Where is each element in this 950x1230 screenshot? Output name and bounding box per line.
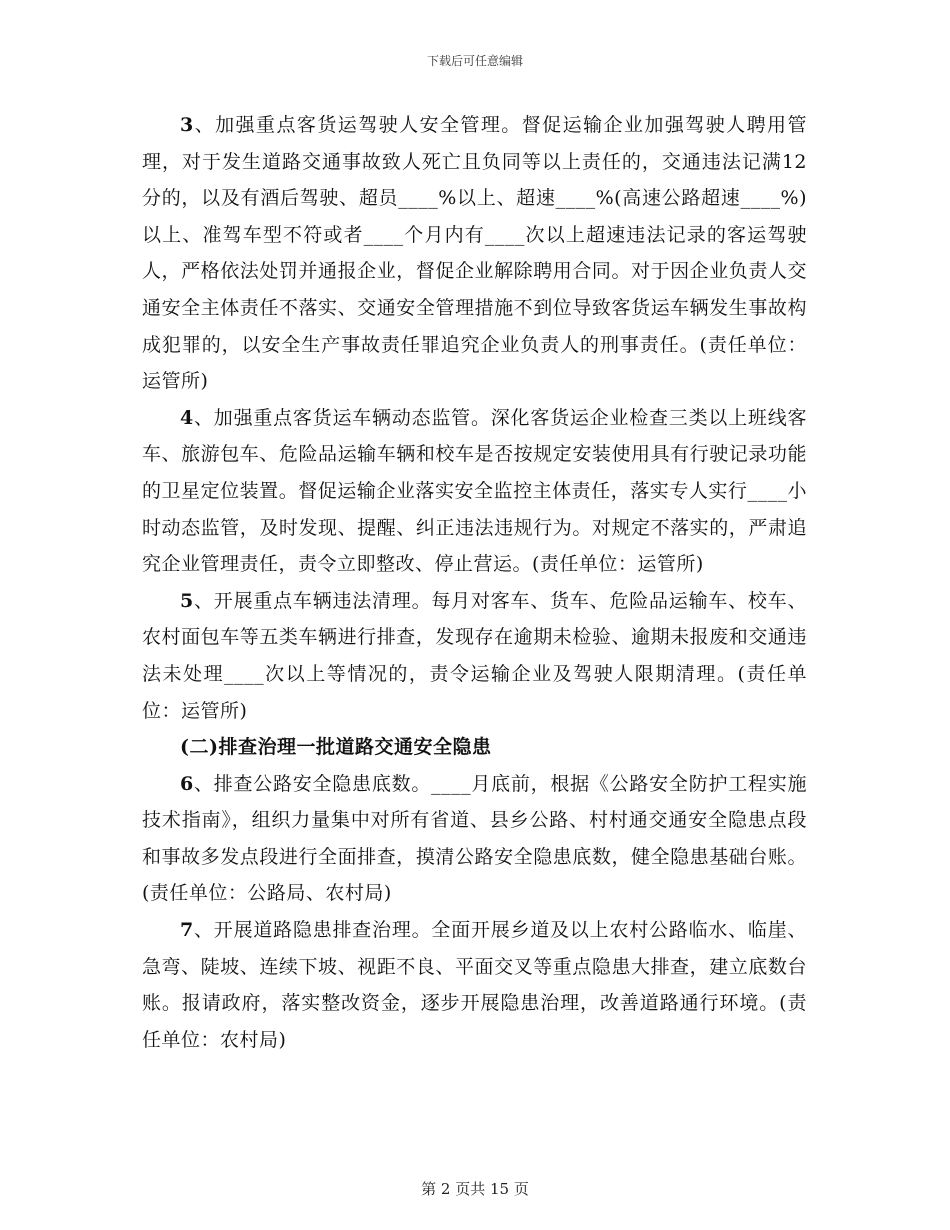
item-number: 7 — [180, 919, 194, 942]
paragraph-text: 、加强重点客货运车辆动态监管。深化客货运企业检查三类以上班线客车、旅游包车、危险品运输车辆和校车是否按规定安装使用具有行驶记录功能的卫星定位装置。督促运输企业落实安全监控主体责任，落实专人实行____小时动态监管，及时发现、提醒、纠正违法违规行为。对规定不落实的，严肃追究企业管理责任，责令立即整改、停止营运。(责任单位：运管所) — [142, 406, 807, 576]
page-footer: 第 2 页共 15 页 — [421, 1180, 529, 1198]
paragraph-4 — [142, 400, 807, 583]
item-number: 5 — [180, 589, 194, 612]
paragraph-5 — [142, 583, 807, 729]
document-body — [142, 107, 807, 1058]
paragraph-text: 、开展道路隐患排查治理。全面开展乡道及以上农村公路临水、临崖、急弯、陡坡、连续下坡、视距不良、平面交叉等重点隐患大排查，建立底数台账。报请政府，落实整改资金，逐步开展隐患治理，改善道路通行环境。(责任单位：农村局) — [142, 919, 807, 1051]
paragraph-text: 、开展重点车辆违法清理。每月对客车、货车、危险品运输车、校车、农村面包车等五类车辆进行排查，发现存在逾期未检验、逾期未报废和交通违法未处理____次以上等情况的，责令运输企业及驾驶人限期清理。(责任单位：运管所) — [142, 589, 807, 722]
page-header: 下载后可任意编辑 — [426, 54, 523, 68]
paragraph-text: 、加强重点客货运驾驶人安全管理。督促运输企业加强驾驶人聘用管理，对于发生道路交通事故致人死亡且负同等以上责任的，交通违法记满12分的，以及有酒后驾驶、超员____%以上、超速____%(高速公路超速____%)以上、准驾车型不符或者____个月内有____次以上超速违法记录的客运驾驶人，严格依法处罚并通报企业，督促企业解除聘用合同。对于因企业负责人交通安全主体责任不落实、交通安全管理措施不到位导致客货运车辆发生事故构成犯罪的，以安全生产事故责任罪追究企业负责人的刑事责任。(责任单位：运管所) — [142, 114, 807, 393]
paragraph-7 — [142, 912, 807, 1058]
item-number: 4 — [180, 406, 194, 429]
paragraph-text: 、排查公路安全隐患底数。____月底前，根据《公路安全防护工程实施技术指南》，组织力量集中对所有省道、县乡公路、村村通交通安全隐患点段和事故多发点段进行全面排查，摸清公路安全隐患底数，健全隐患基础台账。(责任单位：公路局、农村局) — [142, 772, 807, 905]
paragraph-6 — [142, 766, 807, 912]
item-number: 3 — [180, 114, 194, 136]
paragraph-3 — [142, 107, 807, 400]
section-heading: (二)排查治理一批道路交通安全隐患 — [180, 736, 492, 759]
item-number: 6 — [180, 772, 194, 795]
